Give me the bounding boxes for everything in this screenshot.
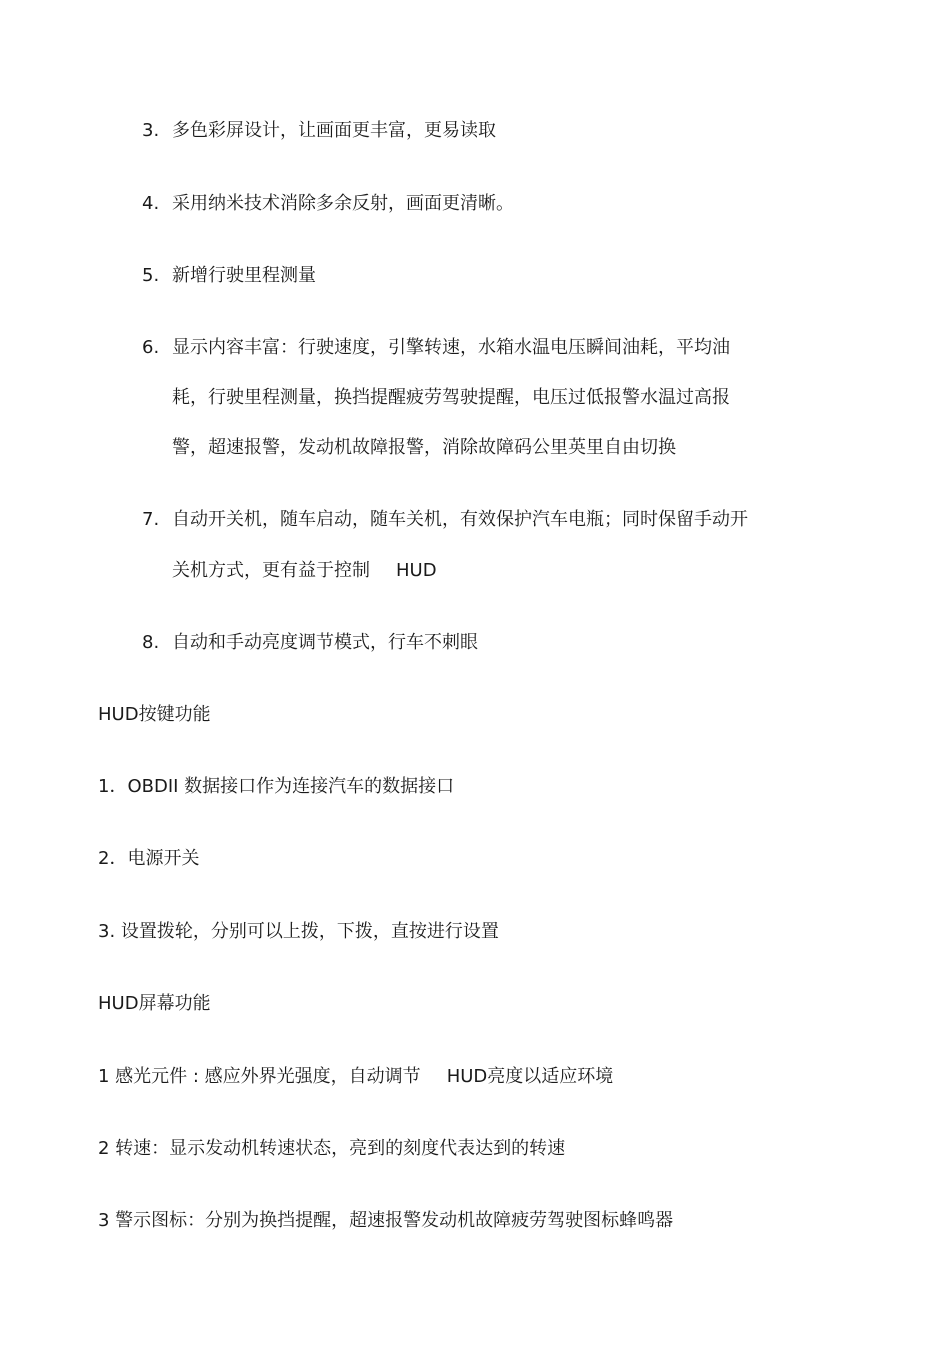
feature-6-line-2: 耗，行驶里程测量，换挡提醒疲劳驾驶提醒，电压过低报警水温过高报 <box>172 387 730 408</box>
feature-7-number: 7. <box>142 509 160 530</box>
keys-heading: HUD按键功能 <box>98 704 211 725</box>
feature-8-number: 8. <box>142 632 160 653</box>
key-item-3: 3. 设置拨轮，分别可以上拨，下拨，直按进行设置 <box>98 921 499 942</box>
feature-5-text: 新增行驶里程测量 <box>172 265 316 286</box>
screen-item-1 <box>98 1065 613 1089</box>
key-item-1: 1．OBDII 数据接口作为连接汽车的数据接口 <box>98 776 455 797</box>
screen-item-3: 3 警示图标：分别为换挡提醒，超速报警发动机故障疲劳驾驶图标蜂鸣器 <box>98 1210 674 1231</box>
feature-8-text: 自动和手动亮度调节模式，行车不刺眼 <box>172 632 478 653</box>
screen-item-1-hud: HUD亮度以适应环境 <box>446 1066 614 1087</box>
feature-7-line-2 <box>172 559 437 583</box>
feature-7-line-2-hud: HUD <box>396 560 437 581</box>
feature-3-text: 多色彩屏设计，让画面更丰富，更易读取 <box>172 120 496 141</box>
screen-heading: HUD屏幕功能 <box>98 993 211 1014</box>
feature-3-number: 3. <box>142 120 160 141</box>
feature-7-line-1: 自动开关机，随车启动，随车关机，有效保护汽车电瓶；同时保留手动开 <box>172 509 748 530</box>
feature-6-line-1: 显示内容丰富：行驶速度，引擎转速，水箱水温电压瞬间油耗，平均油 <box>172 337 730 358</box>
feature-5-number: 5. <box>142 265 160 286</box>
feature-6-number: 6. <box>142 337 160 358</box>
key-item-2: 2．电源开关 <box>98 848 200 869</box>
feature-7-line-2-text: 关机方式，更有益于控制 <box>172 560 370 581</box>
feature-4-text: 采用纳米技术消除多余反射，画面更清晰。 <box>172 193 514 214</box>
screen-item-2: 2 转速：显示发动机转速状态，亮到的刻度代表达到的转速 <box>98 1138 566 1159</box>
feature-6-line-3: 警，超速报警，发动机故障报警，消除故障码公里英里自由切换 <box>172 437 676 458</box>
feature-4-number: 4. <box>142 193 160 214</box>
screen-item-1-text: 1 感光元件 : 感应外界光强度，自动调节 <box>98 1066 421 1087</box>
